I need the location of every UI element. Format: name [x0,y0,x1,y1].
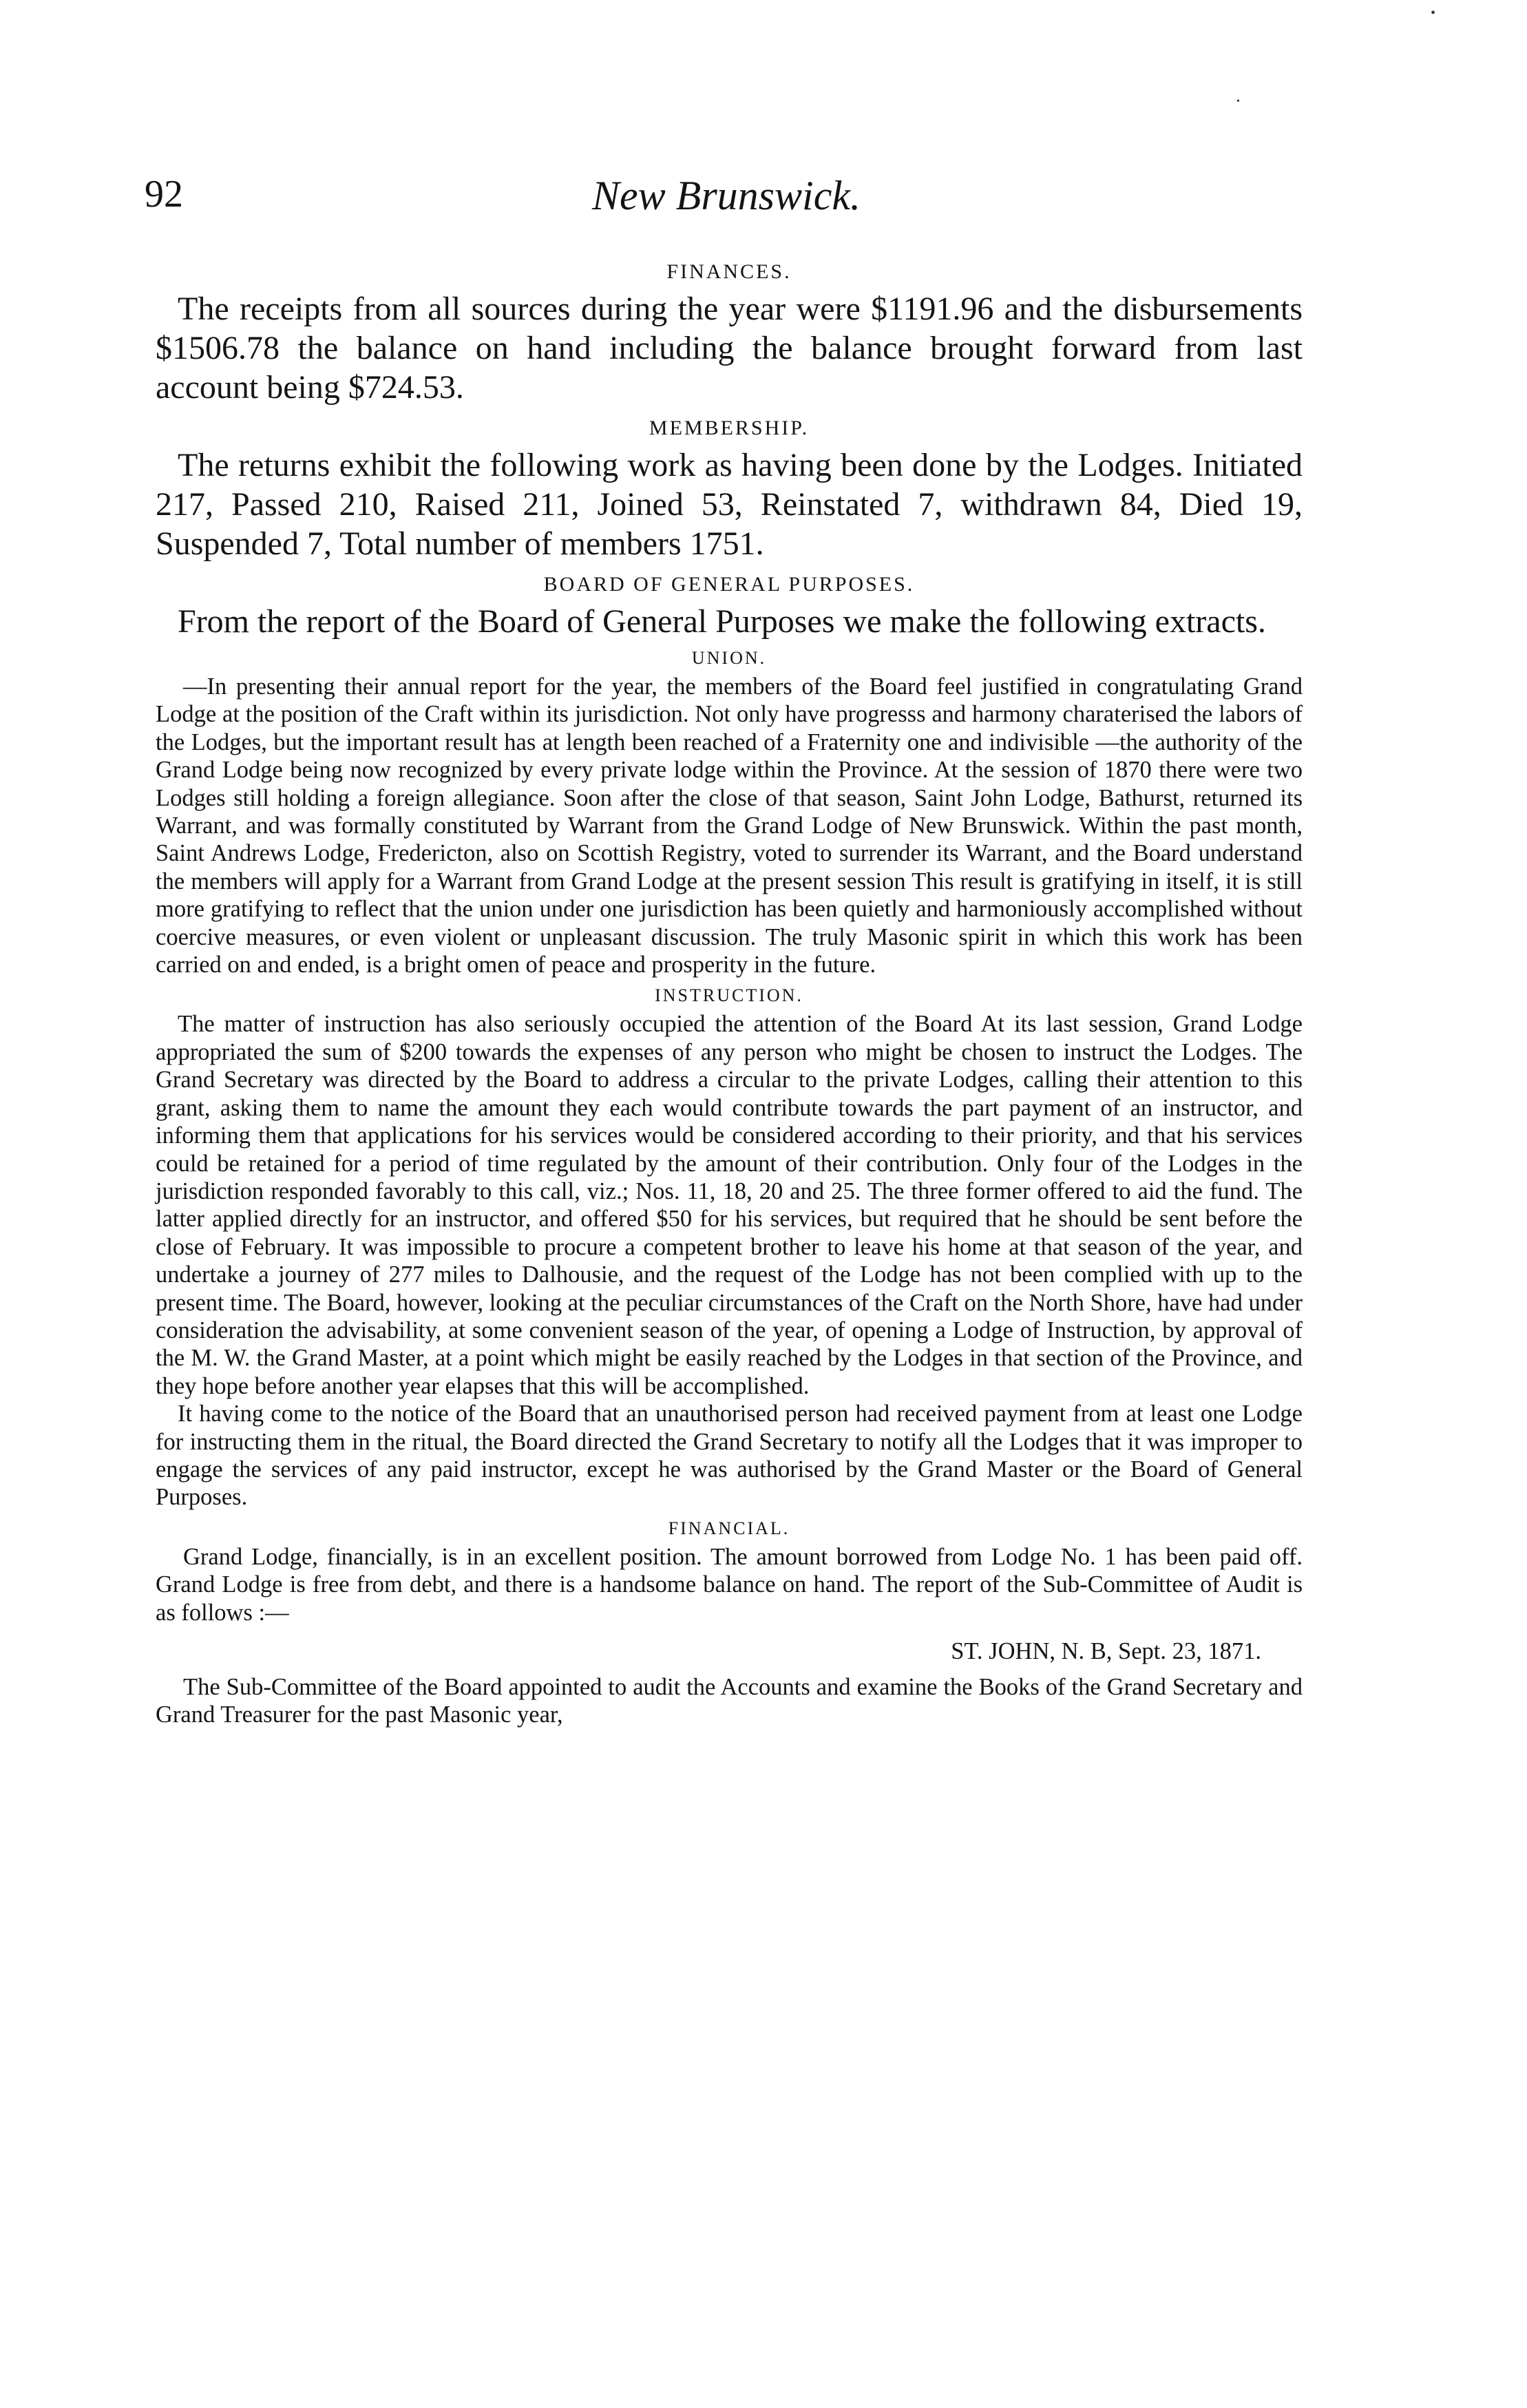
running-title: New Brunswick. [592,173,861,218]
page-number: 92 [145,173,183,216]
subsection-heading-financial: FINANCIAL. [668,1518,790,1538]
subsection-heading-instruction: INSTRUCTION. [655,985,803,1006]
instruction-paragraph: The matter of instruction has also seriously occupied the attention of the Board At its last session, Grand Lodge appropriated the sum of $200 towards the expenses of any person who might be chosen to instruct the Lodges. The Grand Secretary was directed by the Board to address a circular to the private Lodges, calling their attention to this grant, asking them to name the amount they each would contribute towards the part payment of an instructor, and informing them that applications for his services would be considered according to their priority, and that his services could be retained for a period of time regulated by the amount of their contribution. Only four of the Lodges in the jurisdiction responded favorably to this call, viz.; Nos. 11, 18, 20 and 25. The three former offered to aid the fund. The latter applied directly for an instructor, and offered $50 for his services, but required that he should be sent before the close of February. It was impossible to procure a competent brother to leave his home at that season of the year, and undertake a journey of 277 miles to Dalhousie, and the request of the Lodge has not been complied with up to the present time. The Board, however, looking at the peculiar circumstances of the Craft on the North Shore, have had under consideration the advisability, at some convenient season of the year, of opening a Lodge of Instruction, by approval of the M. W. the Grand Master, at a point which might be easily reached by the Lodges in that section of the Province, and they hope before another year elapses that this will be accomplished. [156,1011,1303,1399]
print-speck: • [1236,96,1240,107]
instruction-paragraph: It having come to the notice of the Board that an unauthorised person had received payment from at least one Lodge for instructing them in the ritual, the Board directed the Grand Secretary to notify all the Lodges that it was improper to engage the services of any paid instructor, except he was authorised by the Grand Master or the Board of General Purposes. [156,1401,1303,1511]
section-heading-finances: FINANCES. [666,260,792,283]
page-body [156,251,1303,1729]
union-paragraph: —In presenting their annual report for the year, the members of the Board feel justified in congratulating Grand Lodge at the position of the Craft within its jurisdiction. Not only have progresss and harmony charaterised the labors of the Lodges, but the important result has at length been reached of a Fraternity one and indivisible —the authority of the Grand Lodge being now recognized by every private lodge within the Province. At the session of 1870 there were two Lodges still holding a foreign allegiance. Soon after the close of that season, Saint John Lodge, Bathurst, returned its Warrant, and was formally constituted by Warrant from the Grand Lodge of New Brunswick. Within the past month, Saint Andrews Lodge, Fredericton, also on Scottish Registry, voted to surrender its Warrant, and the Board understand the members will apply for a Warrant from Grand Lodge at the present session This result is gratifying in itself, it is still more gratifying to reflect that the union under one jurisdiction has been quietly and harmoniously accomplished without coercive measures, or even violent or unpleasant discussion. The truly Masonic spirit in which this work has been carried on and ended, is a bright omen of peace and prosperity in the future. [156,673,1303,978]
print-speck: • [1431,6,1436,21]
audit-paragraph: The Sub-Committee of the Board appointed to audit the Accounts and examine the Books of the Grand Secretary and Grand Treasurer for the past Masonic year, [156,1674,1303,1728]
section-heading-membership: MEMBERSHIP. [649,417,810,439]
section-heading-board: BOARD OF GENERAL PURPOSES. [543,573,915,596]
finances-paragraph: The receipts from all sources during the year were $1191.96 and the disbursements $1506.78 the balance on hand including the balance brought forward from last account being $724.53. [156,291,1303,406]
audit-dateline: ST. JOHN, N. B, Sept. 23, 1871. [951,1638,1261,1664]
running-head [145,172,1308,234]
financial-paragraph: Grand Lodge, financially, is in an excellent position. The amount borrowed from Lodge No. 1 has been paid off. Grand Lodge is free from debt, and there is a handsome balance on hand. The report of the Sub-Committee of Audit is as follows :— [156,1543,1303,1626]
subsection-heading-union: UNION. [691,648,767,668]
membership-paragraph: The returns exhibit the following work as having been done by the Lodges. Initiated 217, Passed 210, Raised 211, Joined 53, Reinstated 7, withdrawn 84, Died 19, Suspended 7, Total number of members 1751. [156,447,1303,562]
board-paragraph: From the report of the Board of General Purposes we make the following extracts. [178,603,1266,640]
